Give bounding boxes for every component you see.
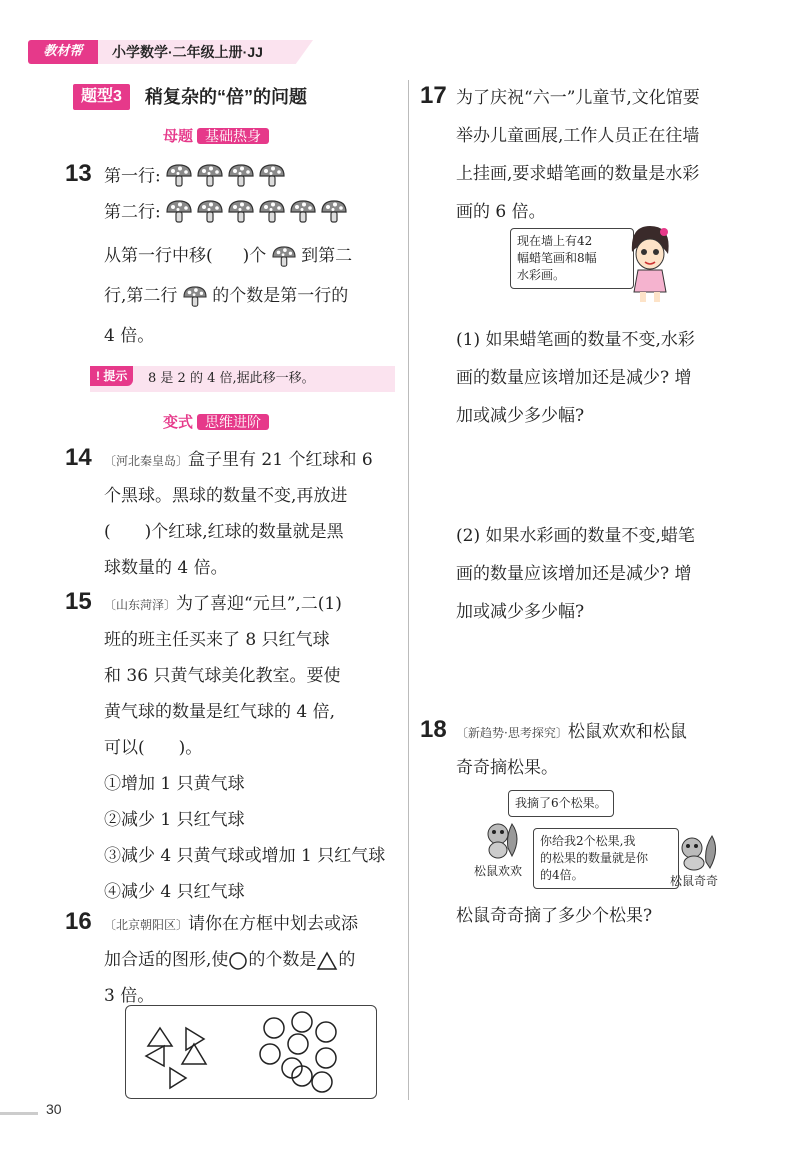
question-number-15: 15 [65, 588, 92, 615]
section-basic [163, 124, 269, 148]
q15-line-4: 可以( )。 [104, 738, 203, 758]
q15-line-1: 班的班主任买来了 8 只红气球 [104, 630, 330, 650]
q16-line-1 [104, 948, 355, 972]
section-advanced-tag: 思维进阶 [197, 414, 269, 430]
section-advanced [163, 410, 269, 434]
q16-text-1c: 的 [338, 950, 356, 970]
question-number-14: 14 [65, 444, 92, 471]
girl-illustration [622, 222, 678, 304]
bubble-line: 的松果的数量就是你 [540, 851, 649, 865]
question-number-18: 18 [420, 716, 447, 743]
speech-bubble-girl [510, 228, 634, 289]
q16-source: 〔北京朝阳区〕 [104, 918, 189, 932]
q13-line3b: )个 [242, 246, 267, 266]
q18-text-0: 松鼠欢欢和松鼠 [567, 722, 687, 742]
circle-icon [316, 1022, 336, 1042]
q16-text-0: 请你在方框中划去或添 [188, 914, 359, 934]
q16-line-0 [104, 912, 358, 937]
circle-icon [288, 1034, 308, 1054]
q13-line3 [104, 244, 352, 268]
triangle-icon [148, 1028, 172, 1046]
q14-line-0 [104, 448, 373, 473]
shape-box[interactable] [125, 1005, 377, 1099]
triangle-icon [146, 1046, 164, 1066]
q13-line3c: 到第二 [301, 246, 353, 266]
section-type-title: 稍复杂的“倍”的问题 [145, 87, 307, 107]
q18-question: 松鼠奇奇摘了多少个松果? [456, 906, 653, 926]
circle-icon [264, 1018, 284, 1038]
question-number-17: 17 [420, 82, 447, 109]
mushroom-row-2 [166, 200, 350, 226]
column-divider [408, 80, 409, 1100]
q18-source: 〔新趋势·思考探究〕 [456, 726, 568, 740]
circle-icon [228, 951, 248, 971]
section-basic-tag: 基础热身 [197, 128, 269, 144]
hint-tag-text: 提示 [103, 369, 128, 383]
q13-line4a: 行,第二行 [104, 286, 178, 306]
hint-text: 8 是 2 的 4 倍,据此移一移。 [148, 371, 315, 386]
bubble-line: 你给我2个松果,我 [540, 834, 636, 848]
q17-line-2: 上挂画,要求蜡笔画的数量是水彩 [456, 164, 700, 184]
bubble-line: 幅蜡笔画和8幅 [517, 251, 597, 265]
q17-line-0: 为了庆祝“六一”儿童节,文化馆要 [456, 88, 700, 108]
mushroom-row-1 [166, 164, 286, 190]
triangle-icon [316, 951, 338, 971]
q18-line-1: 奇奇摘松果。 [456, 758, 558, 778]
book-title: 小学数学·二年级上册·JJ [112, 44, 263, 60]
q14-text-0: 盒子里有 21 个红球和 6 [188, 450, 373, 470]
section-type-badge: 题型3 [73, 84, 130, 110]
q16-line-2: 3 倍。 [104, 986, 155, 1006]
q16-text-1a: 加合适的图形,使 [104, 950, 229, 970]
squirrel-huanhuan-icon [482, 818, 522, 860]
q14-line-1: 个黑球。黑球的数量不变,再放进 [104, 486, 348, 506]
squirrel-name-huanhuan: 松鼠欢欢 [474, 864, 523, 878]
q17-part2-line-1: 画的数量应该增加还是减少? 增 [456, 564, 692, 584]
question-number-13: 13 [65, 160, 92, 187]
circle-icon [316, 1048, 336, 1068]
squirrel-qiqi-icon [676, 832, 720, 872]
circle-icon [292, 1012, 312, 1032]
q17-part1-line-2: 加或减少多少幅? [456, 406, 585, 426]
q13-row1-label: 第一行: [104, 166, 161, 187]
mushroom-icon [272, 246, 296, 268]
q13-line3a: 从第一行中移( [104, 246, 213, 266]
bubble-line: 水彩画。 [517, 268, 566, 282]
section-basic-label: 母题 [163, 128, 194, 145]
q17-line-3: 画的 6 倍。 [456, 202, 546, 222]
q17-part2-line-2: 加或减少多少幅? [456, 602, 585, 622]
hint-tag: ! 提示 [90, 366, 133, 386]
header-tag: 教材帮 [28, 40, 98, 64]
footer-line [0, 1112, 38, 1115]
circle-icon [312, 1072, 332, 1092]
q15-option-2: ②减少 1 只红气球 [104, 810, 245, 830]
triangle-icon [170, 1068, 186, 1088]
page-number: 30 [46, 1101, 62, 1117]
circle-icon [260, 1044, 280, 1064]
q17-part1-line-0: (1) 如果蜡笔画的数量不变,水彩 [456, 330, 695, 350]
q14-line-3: 球数量的 4 倍。 [104, 558, 228, 578]
mushroom-icon [183, 286, 207, 308]
q13-row1 [104, 164, 286, 190]
q13-line4 [104, 284, 348, 308]
question-number-16: 16 [65, 908, 92, 935]
q13-row2 [104, 200, 350, 226]
q15-line-2: 和 36 只黄气球美化教室。要使 [104, 666, 341, 686]
q13-line5: 4 倍。 [104, 326, 155, 346]
bubble-line: 的4倍。 [540, 868, 584, 882]
q14-line-2: ( )个红球,红球的数量就是黑 [104, 522, 344, 542]
q13-row2-label: 第二行: [104, 202, 161, 223]
speech-bubble-huanhuan: 我摘了6个松果。 [508, 790, 614, 817]
q17-part2-line-0: (2) 如果水彩画的数量不变,蜡笔 [456, 526, 695, 546]
speech-bubble-qiqi [533, 828, 679, 889]
q17-line-1: 举办儿童画展,工作人员正在往墙 [456, 126, 700, 146]
q16-text-1b: 的个数是 [248, 950, 317, 970]
q15-option-4: ④减少 4 只红气球 [104, 882, 245, 902]
section-advanced-label: 变式 [163, 414, 194, 431]
q15-source: 〔山东菏泽〕 [104, 598, 177, 612]
q17-part1-line-1: 画的数量应该增加还是减少? 增 [456, 368, 692, 388]
q18-line-0 [456, 720, 687, 745]
q14-source: 〔河北秦皇岛〕 [104, 454, 189, 468]
q13-line4b: 的个数是第一行的 [212, 286, 349, 306]
q15-line-0 [104, 592, 342, 617]
q15-line-3: 黄气球的数量是红气球的 4 倍, [104, 702, 336, 722]
shape-box-figure [126, 1006, 376, 1098]
bubble-line: 现在墙上有42 [517, 234, 593, 248]
q15-option-3: ③减少 4 只黄气球或增加 1 只红气球 [104, 846, 386, 866]
q15-option-1: ①增加 1 只黄气球 [104, 774, 245, 794]
squirrel-name-qiqi: 松鼠奇奇 [670, 874, 719, 888]
q15-text-0: 为了喜迎“元旦”,二(1) [176, 594, 342, 614]
